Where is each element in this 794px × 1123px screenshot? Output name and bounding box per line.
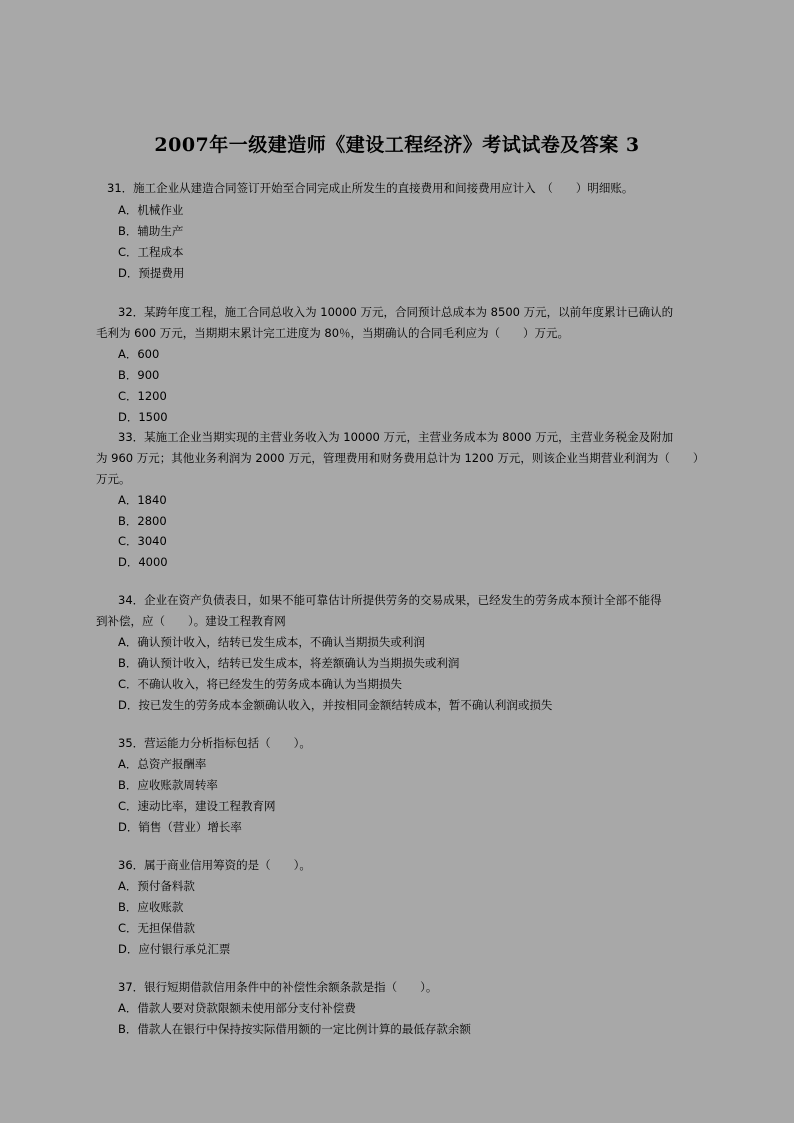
question-33-option-a: A．1840 [118,493,167,507]
page-title: 2007年一级建造师《建设工程经济》考试试卷及答案 3 [154,134,640,156]
question-37-option-a: A．借款人要对贷款限额未使用部分支付补偿费 [118,1001,356,1015]
question-32-option-d: D．1500 [118,410,168,424]
question-31-option-a: A．机械作业 [118,203,184,217]
question-36-stem: 36．属于商业信用筹资的是（ ）。 [118,858,311,872]
question-36-option-a: A．预付备料款 [118,879,195,893]
question-35-option-a: A．总资产报酬率 [118,757,207,771]
question-31-option-b: B．辅助生产 [118,224,184,238]
question-35-option-c: C．速动比率，建设工程教育网 [118,799,276,813]
question-36-option-d: D．应付银行承兑汇票 [118,942,231,956]
question-34-option-c: C．不确认收入，将已经发生的劳务成本确认为当期损失 [118,677,403,691]
question-31-option-c: C．工程成本 [118,245,184,259]
question-32-option-a: A．600 [118,347,160,361]
question-37-option-b: B．借款人在银行中保持按实际借用额的一定比例计算的最低存款余额 [118,1022,471,1036]
question-32-stem-line1: 32．某跨年度工程，施工合同总收入为 10000 万元，合同预计总成本为 8500 万元，以前年度累计已确认的 [118,305,674,319]
question-37-stem: 37．银行短期借款信用条件中的补偿性余额条款是指（ ）。 [118,980,438,994]
question-33-option-c: C．3040 [118,534,167,548]
question-35-option-b: B．应收账款周转率 [118,778,218,792]
question-34-stem-line2: 到补偿，应（ ）。建设工程教育网 [96,614,286,628]
question-34-option-b: B．确认预计收入，结转已发生成本，将差额确认为当期损失或利润 [118,656,460,670]
question-32-option-c: C．1200 [118,389,167,403]
question-33-option-d: D．4000 [118,555,168,569]
question-34-option-a: A．确认预计收入，结转已发生成本，不确认当期损失或利润 [118,635,425,649]
question-33-stem-line3: 万元。 [96,472,131,486]
question-34-stem-line1: 34．企业在资产负债表日，如果不能可靠估计所提供劳务的交易成果，已经发生的劳务成本预计全部不能得 [118,593,662,607]
question-33-option-b: B．2800 [118,514,167,528]
question-32-stem-line2: 毛利为 600 万元，当期期末累计完工进度为 80％，当期确认的合同毛利应为（ ）万元。 [96,326,570,340]
question-36-option-b: B．应收账款 [118,900,184,914]
question-35-option-d: D．销售（营业）增长率 [118,820,242,834]
question-32-option-b: B．900 [118,368,160,382]
question-35-stem: 35．营运能力分析指标包括（ ）。 [118,736,311,750]
question-34-option-d: D．按已发生的劳务成本金额确认收入，并按相同金额结转成本，暂不确认利润或损失 [118,698,553,712]
question-31-stem: 31．施工企业从建造合同签订开始至合同完成止所发生的直接费用和间接费用应计入 （ ）明细账。 [107,181,634,195]
question-33-stem-line2: 为 960 万元；其他业务利润为 2000 万元，管理费用和财务费用总计为 1200 万元，则该企业当期营业利润为（ ） [96,451,705,465]
question-33-stem-line1: 33．某施工企业当期实现的主营业务收入为 10000 万元，主营业务成本为 8000 万元，主营业务税金及附加 [118,430,674,444]
question-36-option-c: C．无担保借款 [118,921,196,935]
question-31-option-d: D．预提费用 [118,266,185,280]
